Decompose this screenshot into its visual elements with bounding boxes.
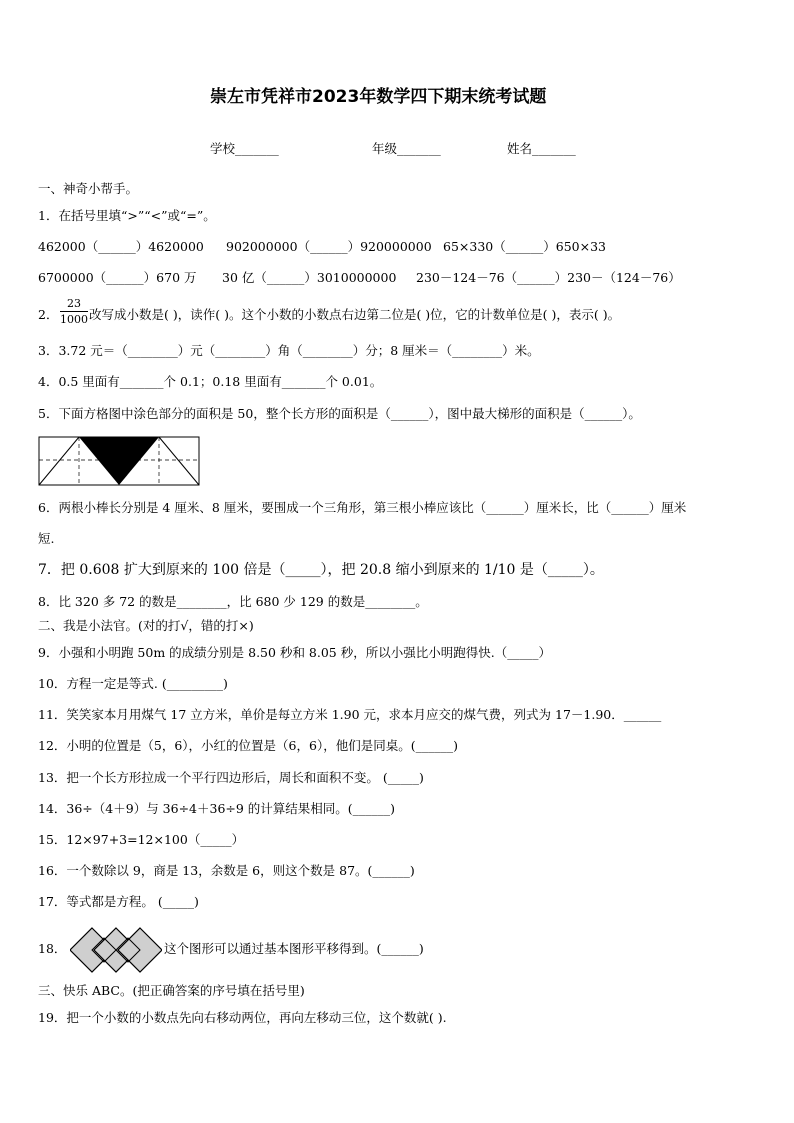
question-2-text: 改写成小数是( )，读作( )。这个小数的小数点右边第二位是( )位，它的计数单位是( )，表示( )。 <box>89 307 621 322</box>
grade-field[interactable]: 年级_______ <box>372 141 441 156</box>
section-3-heading: 三、快乐 ABC。(把正确答案的序号填在括号里) <box>38 983 305 998</box>
q1-row1-b: 902000000（______）920000000 <box>226 239 432 254</box>
q1-row2-b: 30 亿（______）3010000000 <box>222 270 397 285</box>
question-6-line1: 6．两根小棒长分别是 4 厘米、8 厘米，要围成一个三角形，第三根小棒应该比（______）厘米长，比（______）厘米 <box>38 500 687 515</box>
q1-row2-c: 230－124－76（______）230－（124－76） <box>416 270 681 285</box>
question-7: 7．把 0.608 扩大到原来的 100 倍是（_____），把 20.8 缩小到原来的 1/10 是（_____）。 <box>38 562 604 578</box>
question-16: 16．一个数除以 9，商是 13，余数是 6，则这个数是 87。(______) <box>38 863 415 878</box>
q1-row2-a: 6700000（______）670 万 <box>38 270 197 285</box>
question-6-line2: 短. <box>38 531 55 546</box>
school-field[interactable]: 学校_______ <box>210 141 279 156</box>
question-8: 8．比 320 多 72 的数是________，比 680 少 129 的数是________。 <box>38 594 428 609</box>
section-1-heading: 一、神奇小帮手。 <box>38 181 139 196</box>
question-5: 5．下面方格图中涂色部分的面积是 50，整个长方形的面积是（______），图中最大梯形的面积是（______）。 <box>38 406 641 421</box>
question-1: 1．在括号里填“>”“<”或“=”。 <box>38 208 216 223</box>
q2-fraction-numerator: 23 <box>67 297 81 310</box>
question-13: 13．把一个长方形拉成一个平行四边形后，周长和面积不变。 (_____) <box>38 770 424 785</box>
question-4: 4．0.5 里面有_______个 0.1；0.18 里面有_______个 0.01。 <box>38 374 383 389</box>
fraction-bar <box>60 311 88 312</box>
q5-grid-figure <box>38 436 200 486</box>
question-18-number: 18． <box>38 941 67 956</box>
question-18-text: 这个图形可以通过基本图形平移得到。(______) <box>164 941 424 956</box>
question-14: 14．36÷（4＋9）与 36÷4＋36÷9 的计算结果相同。(______) <box>38 801 396 816</box>
page-title: 崇左市凭祥市2023年数学四下期末统考试题 <box>210 87 547 107</box>
q1-row1-c: 65×330（______）650×33 <box>443 239 606 254</box>
q2-fraction <box>60 298 88 325</box>
question-15: 15．12×97+3=12×100（_____） <box>38 832 245 847</box>
question-12: 12．小明的位置是（5，6），小红的位置是（6，6），他们是同桌。(______) <box>38 738 458 753</box>
q1-row1-a: 462000（______）4620000 <box>38 239 204 254</box>
question-11: 11．笑笑家本月用煤气 17 立方米，单价是每立方米 1.90 元，求本月应交的煤气费，列式为 17－1.90．______ <box>38 707 662 722</box>
section-2-heading: 二、我是小法官。(对的打√，错的打×) <box>38 618 254 633</box>
question-3: 3．3.72 元＝（________）元（________）角（________）分；8 厘米＝（________）米。 <box>38 343 540 358</box>
question-19: 19．把一个小数的小数点先向右移动两位，再向左移动三位，这个数就( ). <box>38 1010 447 1025</box>
question-10: 10．方程一定是等式. (_________) <box>38 676 228 691</box>
question-2-number: 2． <box>38 307 59 322</box>
q2-fraction-denominator: 1000 <box>60 313 88 326</box>
name-field[interactable]: 姓名_______ <box>507 141 576 156</box>
q18-diamonds-figure <box>70 926 162 974</box>
question-17: 17．等式都是方程。 (_____) <box>38 894 199 909</box>
question-9: 9．小强和小明跑 50m 的成绩分别是 8.50 秒和 8.05 秒，所以小强比小明跑得快.（_____） <box>38 645 551 660</box>
